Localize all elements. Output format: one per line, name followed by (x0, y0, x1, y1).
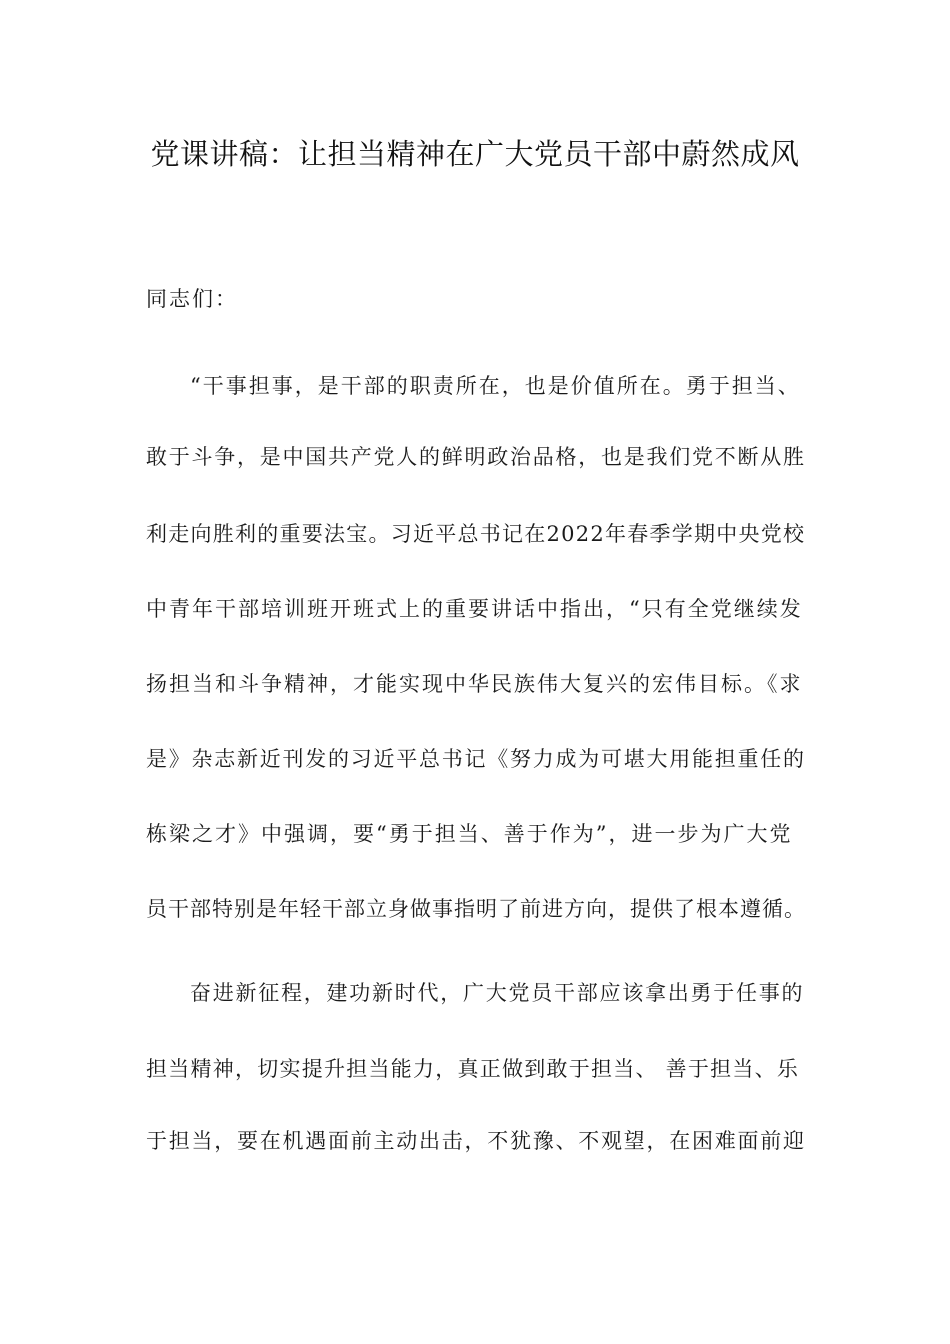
paragraph-line: 栋梁之才》中强调，要“勇于担当、善于作为”，进一步为广大党 (146, 822, 793, 846)
paragraph-line: 奋进新征程，建功新时代，广大党员干部应该拿出勇于任事的 (190, 981, 805, 1005)
paragraph-line: “干事担事，是干部的职责所在，也是价值所在。勇于担当、 (190, 374, 801, 398)
paragraph-line: 敢于斗争，是中国共产党人的鲜明政治品格，也是我们党不断从胜 (146, 445, 806, 469)
salutation: 同志们： (146, 287, 238, 311)
paragraph-line: 利走向胜利的重要法宝。习近平总书记在2022年春季学期中央党校 (146, 522, 806, 546)
paragraph-line: 员干部特别是年轻干部立身做事指明了前进方向，提供了根本遵循。 (146, 897, 806, 921)
document-title: 党课讲稿：让担当精神在广大党员干部中蔚然成风 (150, 137, 800, 171)
paragraph-line: 担当精神，切实提升担当能力，真正做到敢于担当、 善于担当、乐 (146, 1057, 800, 1081)
paragraph-line: 中青年干部培训班开班式上的重要讲话中指出，“只有全党继续发 (146, 597, 803, 621)
paragraph-line: 扬担当和斗争精神，才能实现中华民族伟大复兴的宏伟目标。《求 (146, 672, 803, 696)
paragraph-line: 是》杂志新近刊发的习近平总书记《努力成为可堪大用能担重任的 (146, 747, 806, 771)
paragraph-line: 于担当，要在机遇面前主动出击，不犹豫、不观望，在困难面前迎 (146, 1129, 806, 1153)
